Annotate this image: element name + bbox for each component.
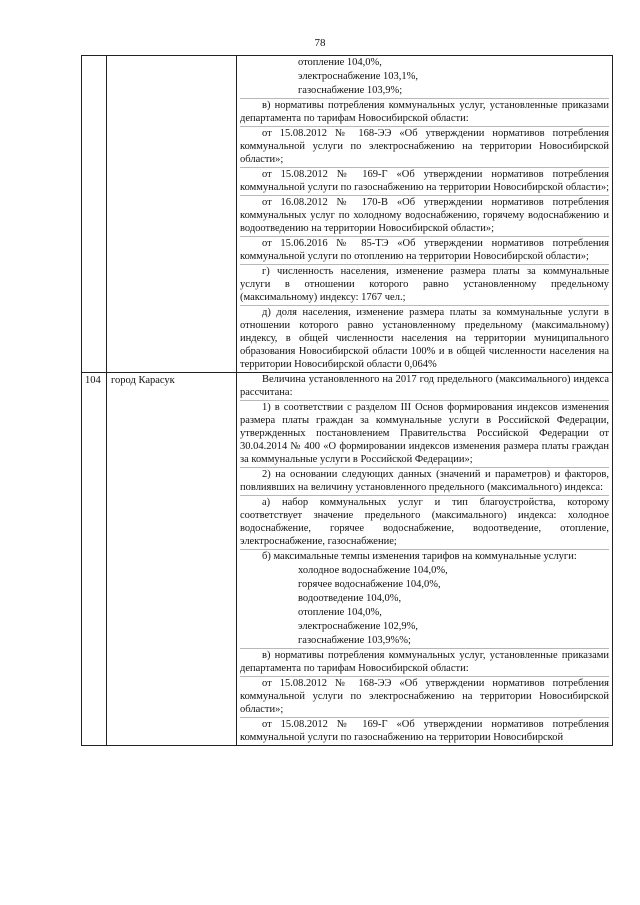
municipality-cell <box>107 373 237 746</box>
municipality-name: город Карасук <box>111 375 175 386</box>
page-number: 78 <box>314 37 326 49</box>
text-paragraph: отопление 104,0%, <box>298 607 382 618</box>
text-paragraph: д) доля населения, изменение размера платы за коммунальные услуги в отношении которого равно установленному предельному (максимальному) индексу, в общей численности населения на территории муниципального образования Новосибирской области 100% и в общей численности населения на территории Новосибирской области 0,064% <box>240 307 609 370</box>
text-paragraph: холодное водоснабжение 104,0%, <box>298 565 448 576</box>
text-paragraph: б) максимальные темпы изменения тарифов на коммунальные услуги: <box>240 549 609 564</box>
text-paragraph: 1) в соответствии с разделом III Основ формирования индексов изменения размера платы граждан за коммунальные услуги в Российской Федерации, утвержденных постановлением Правительства Российской Федерации от 30.04.2014 № 400 «О формировании индексов изменения размера платы граждан за коммунальные услуги в Российской Федерации»; <box>240 402 609 465</box>
text-paragraph: от 15.08.2012 № 168-ЭЭ «Об утверждении нормативов потребления коммунальной услуги по электроснабжению на территории Новосибирской области»; <box>240 128 609 165</box>
municipality-cell <box>107 56 237 373</box>
text-paragraph: отопление 104,0%, <box>298 57 382 68</box>
text-paragraph: в) нормативы потребления коммунальных услуг, установленные приказами департамента по тарифам Новосибирской области: <box>240 650 609 674</box>
text-paragraph: от 15.08.2012 № 169-Г «Об утверждении нормативов потребления коммунальной услуги по газоснабжению на территории Новосибирской <box>240 719 609 743</box>
description-text <box>237 56 612 372</box>
text-paragraph: от 15.08.2012 № 169-Г «Об утверждении нормативов потребления коммунальной услуги по газоснабжению на территории Новосибирской области»; <box>240 169 609 193</box>
text-paragraph: 2) на основании следующих данных (значений и параметров) и факторов, повлиявших на величину установленного предельного (максимального) индекса: <box>240 469 609 493</box>
description-cell <box>237 373 613 746</box>
document-table <box>81 55 613 746</box>
text-paragraph: от 15.08.2012 № 168-ЭЭ «Об утверждении нормативов потребления коммунальной услуги по электроснабжению на территории Новосибирской области»; <box>240 678 609 715</box>
text-paragraph: Величина установленного на 2017 год предельного (максимального) индекса рассчитана: <box>240 374 609 398</box>
text-paragraph: электроснабжение 102,9%, <box>298 621 418 632</box>
table-row <box>82 56 613 373</box>
text-paragraph: газоснабжение 103,9%%; <box>298 635 411 646</box>
text-paragraph: горячее водоснабжение 104,0%, <box>298 579 441 590</box>
text-paragraph: водоотведение 104,0%, <box>298 593 402 604</box>
text-paragraph: г) численность населения, изменение размера платы за коммунальные услуги в отношении которого равно установленному предельному (максимальному) индексу: 1767 чел.; <box>240 266 609 303</box>
text-paragraph: от 16.08.2012 № 170-В «Об утверждении нормативов потребления коммунальных услуг по холодному водоснабжению, горячему водоснабжению и водоотведению на территории Новосибирской области»; <box>240 197 609 234</box>
row-number <box>82 56 106 58</box>
row-number-cell <box>82 373 107 746</box>
table-row <box>82 373 613 746</box>
description-text <box>237 373 612 745</box>
text-paragraph: в) нормативы потребления коммунальных услуг, установленные приказами департамента по тарифам Новосибирской области: <box>240 100 609 124</box>
description-cell <box>237 56 613 373</box>
text-paragraph: а) набор коммунальных услуг и тип благоустройства, которому соответствует значение предельного (максимального) индекса: холодное водоснабжение, горячее водоснабжение, водоотведение, отопление, электроснабжение, газоснабжение; <box>240 497 609 547</box>
municipality-name <box>107 56 236 58</box>
text-paragraph: электроснабжение 103,1%, <box>298 71 418 82</box>
row-number-cell <box>82 56 107 373</box>
text-paragraph: от 15.06.2016 № 85-ТЭ «Об утверждении нормативов потребления коммунальной услуги по отоплению на территории Новосибирской области»; <box>240 238 609 262</box>
row-number: 104 <box>85 375 101 386</box>
text-paragraph: газоснабжение 103,9%; <box>298 85 403 96</box>
